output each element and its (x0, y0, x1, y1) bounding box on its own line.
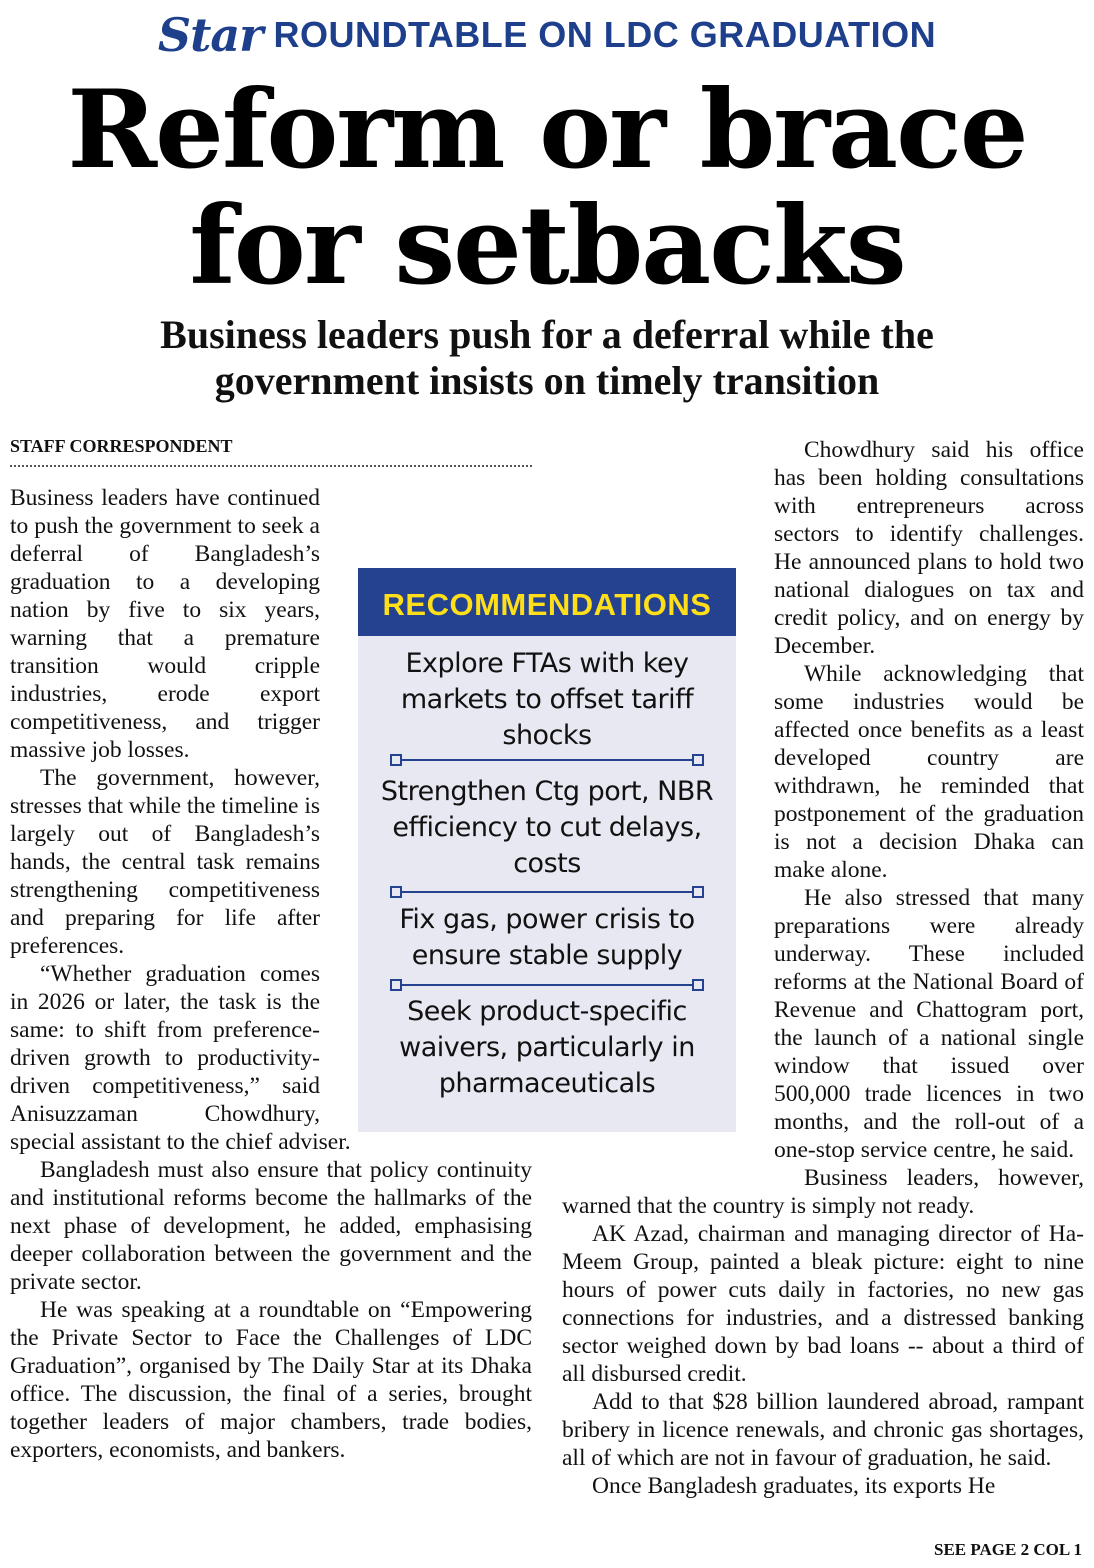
divider (396, 759, 698, 761)
continuation-note: SEE PAGE 2 COL 1 (934, 1540, 1082, 1559)
recommendation-item: Seek product-specific waivers, particularly in pharmaceuticals (399, 996, 695, 1099)
section-label: ROUNDTABLE ON LDC GRADUATION (273, 14, 937, 55)
recommendation-item: Explore FTAs with key markets to offset tariff shocks (400, 648, 694, 751)
recommendations-title: RECOMMENDATIONS (358, 568, 736, 636)
paragraph: He also stressed that many preparations were already underway. These included reforms at the National Board of Revenue and Chattogram port, the launch of a national single window that issued over 500,000 trade licences in two months, and the roll-out of a one-stop service centre, he said. (774, 885, 1084, 1163)
paragraph: Business leaders have continued to push the government to seek a deferral of Bangladesh’s graduation to a developing nation by five to six years, warning that a premature transition would cripple industries, erode export competitiveness, and trigger massive job losses. (10, 485, 320, 763)
paragraph: Bangladesh must also ensure that policy continuity and institutional reforms become the hallmarks of the next phase of development, he added, emphasising deeper collaboration between the government and the private sector. (10, 1157, 532, 1295)
paragraph: AK Azad, chairman and managing director of Ha-Meem Group, painted a bleak picture: eight to nine hours of power cuts daily in factories, no new gas connections for industries, and a distressed banking sector weighed down by bad loans -- about a third of all disbursed credit. (562, 1221, 1084, 1387)
subheadline (0, 312, 1094, 404)
recommendations-box (358, 568, 736, 1132)
headline-line-1: Reform or brace (67, 67, 1027, 193)
paragraph: Business leaders, however, warned that the country is simply not ready. (562, 1165, 1084, 1219)
recommendation-item: Strengthen Ctg port, NBR efficiency to cut delays, costs (380, 776, 714, 879)
subhead-line-1: Business leaders push for a deferral while the (160, 312, 934, 357)
paragraph: The government, however, stresses that while the timeline is largely out of Bangladesh’s hands, the central task remains strengthening competitiveness and preparing for life after preferences. (10, 765, 321, 959)
paragraph: Once Bangladesh graduates, its exports He (592, 1473, 996, 1499)
divider (396, 891, 698, 893)
headline-line-2: for setbacks (189, 183, 905, 309)
divider (396, 984, 698, 986)
masthead (0, 8, 1094, 62)
headline (0, 67, 1094, 309)
paragraph: Add to that $28 billion laundered abroad, rampant bribery in licence renewals, and chronic gas shortages, all of which are not in favour of graduation, he said. (562, 1389, 1084, 1471)
star-logo: Star (157, 8, 263, 62)
paragraph: He was speaking at a roundtable on “Empowering the Private Sector to Face the Challenges of LDC Graduation”, organised by The Daily Star at its Dhaka office. The discussion, the final of a series, brought together leaders of major chambers, trade bodies, exporters, economists, and bankers. (10, 1297, 532, 1463)
paragraph: Chowdhury said his office has been holding consultations with entrepreneurs across sectors to identify challenges. He announced plans to hold two national dialogues on tax and credit policy, and on energy by December. (774, 437, 1084, 659)
recommendation-item: Fix gas, power crisis to ensure stable supply (399, 904, 695, 971)
subhead-line-2: government insists on timely transition (214, 358, 880, 403)
paragraph: “Whether graduation comes in 2026 or later, the task is the same: to shift from preference-driven growth to productivity-driven competitiveness,” said Anisuzzaman Chowdhury, special assistant to the chief adviser. (10, 961, 351, 1155)
byline: STAFF CORRESPONDENT (10, 436, 532, 467)
paragraph: While acknowledging that some industries would be affected once benefits as a least developed country are withdrawn, he reminded that postponement of the graduation is not a decision Dhaka can make alone. (774, 661, 1084, 883)
